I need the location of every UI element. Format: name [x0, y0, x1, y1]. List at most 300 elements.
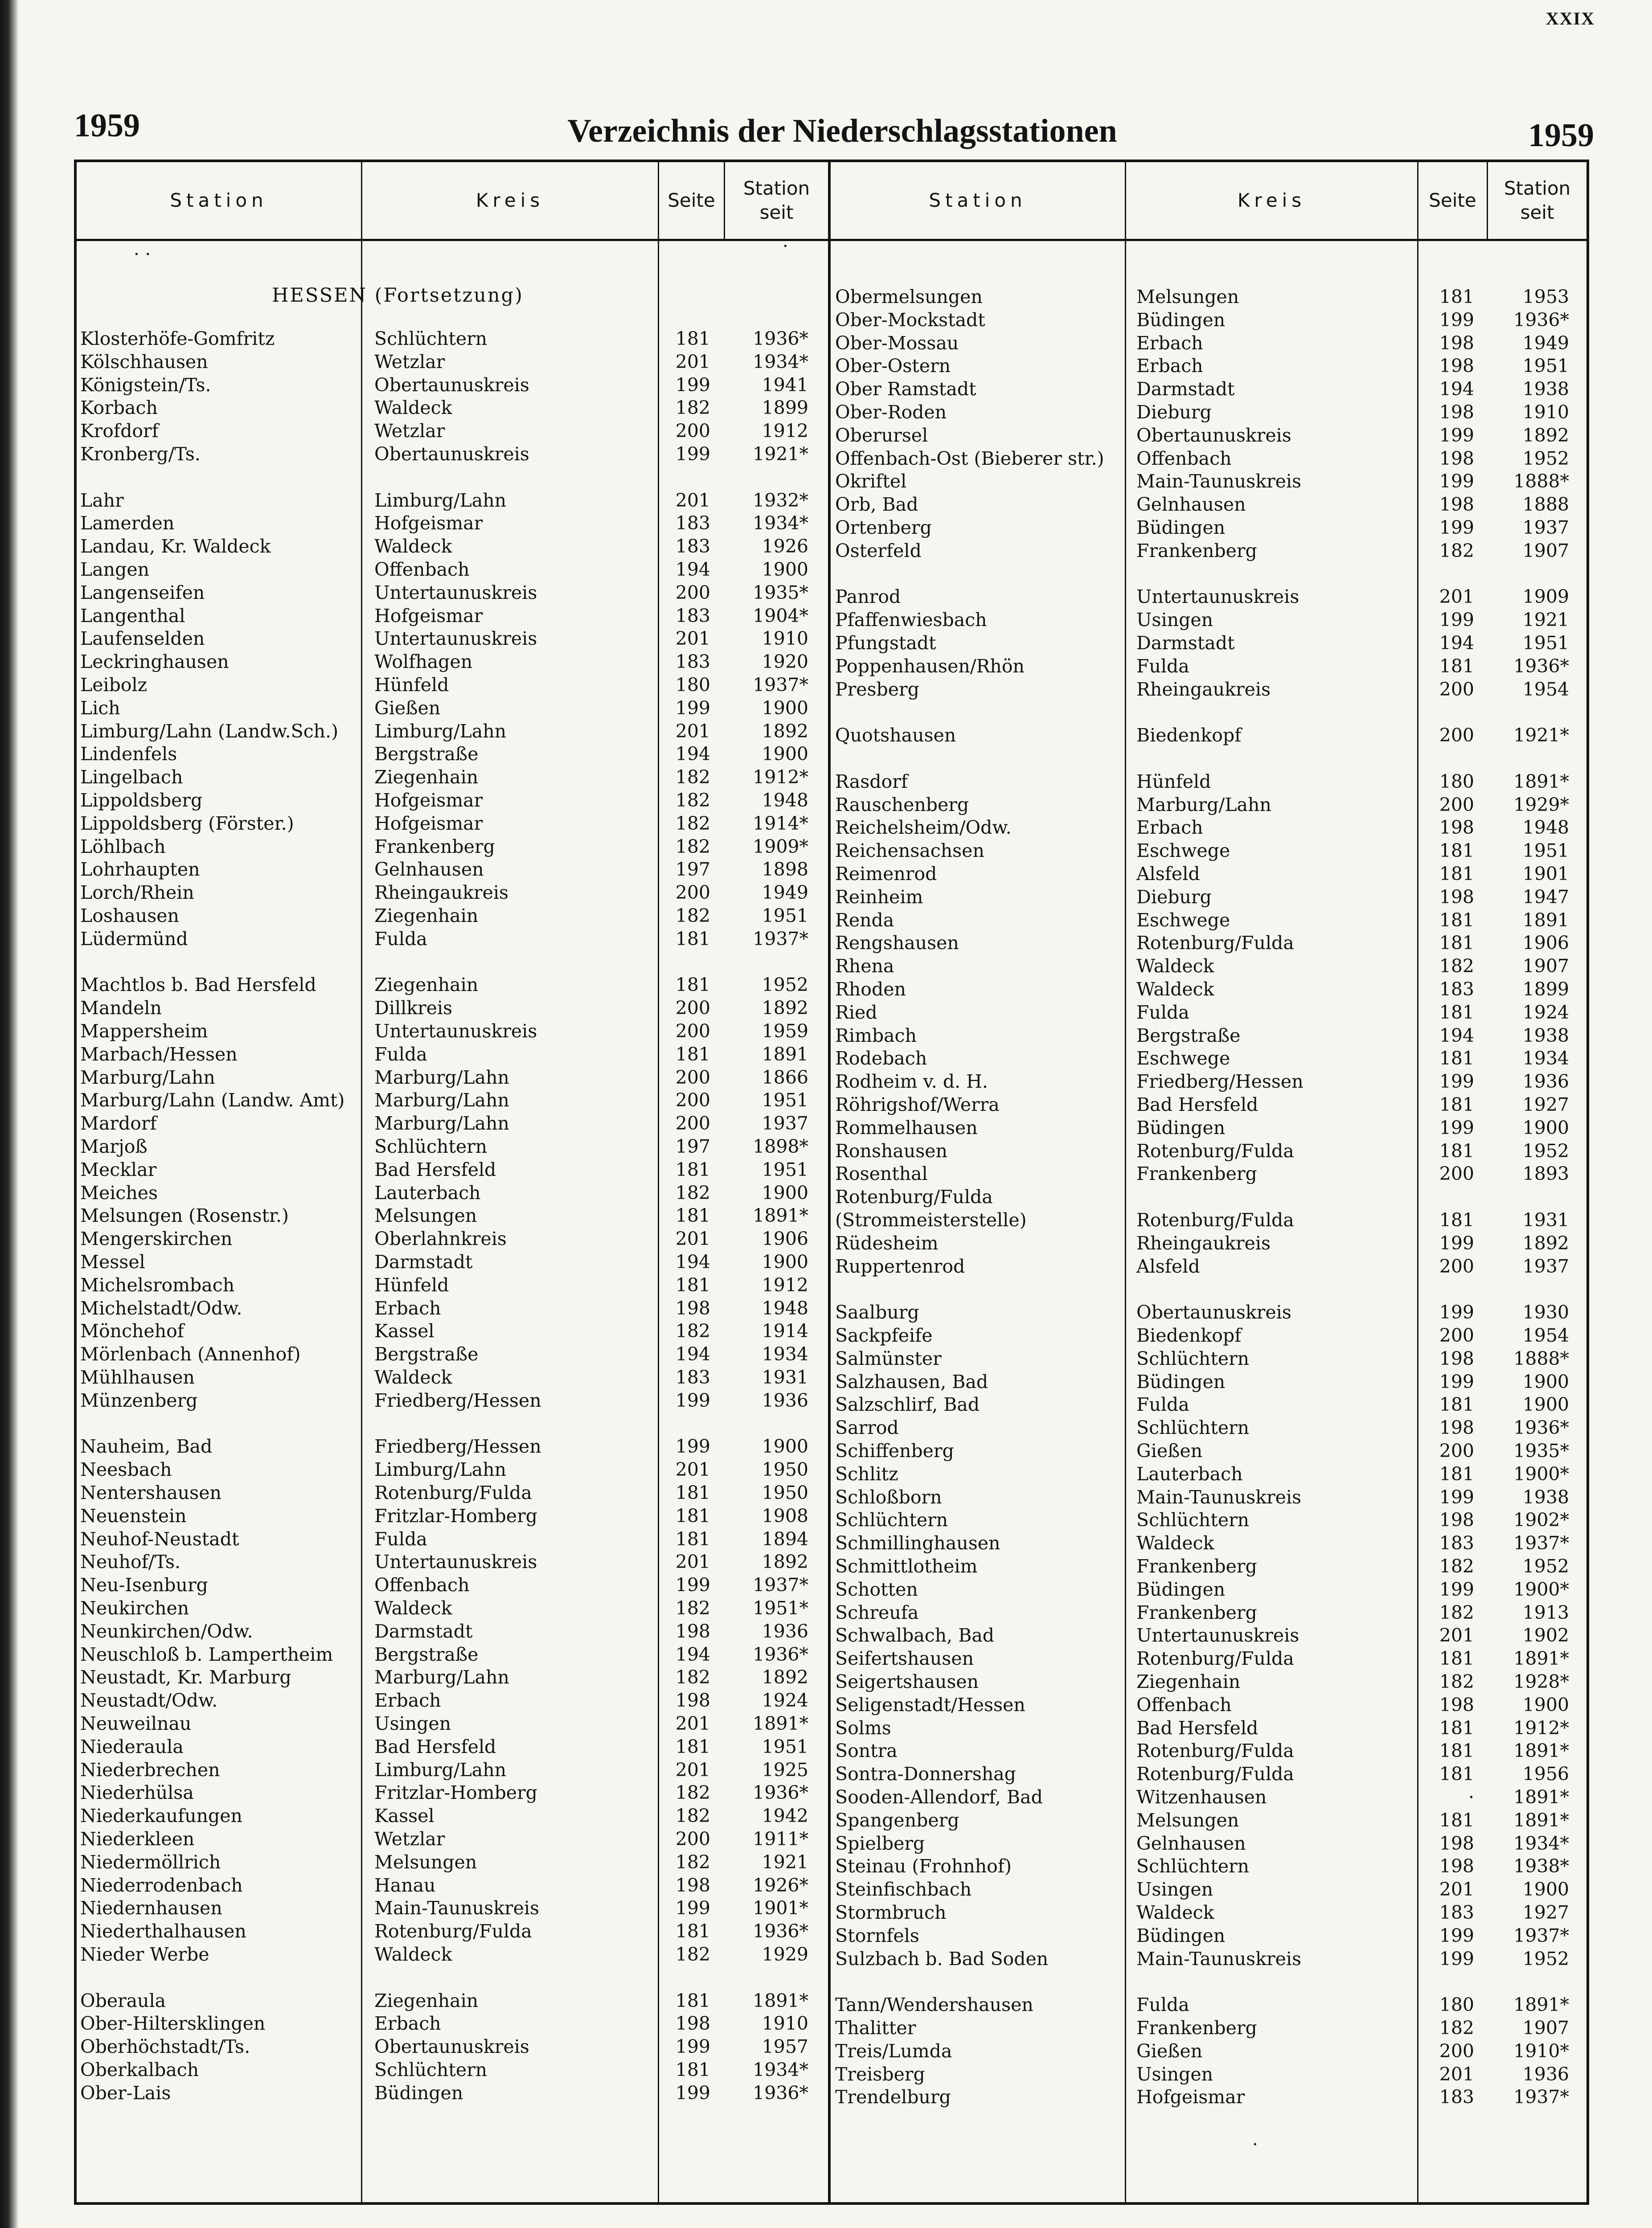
row-kreis: Fulda: [1136, 655, 1189, 677]
row-kreis: Melsungen: [374, 1851, 477, 1873]
row-seit: 1911*: [753, 1828, 808, 1850]
row-seit: 1932*: [753, 489, 808, 511]
row-kreis: Rotenburg/Fulda: [1136, 1740, 1294, 1762]
row-seite: 182: [675, 1182, 710, 1204]
row-seit: 1950: [762, 1459, 808, 1481]
row-seite: 180: [1439, 770, 1474, 792]
row-seit: 1909: [1522, 586, 1569, 608]
row-kreis: Gelnhausen: [374, 859, 484, 881]
row-seite: 198: [1439, 886, 1474, 908]
row-seit: 1936: [1522, 2063, 1569, 2085]
row-seit: 1951: [762, 1089, 808, 1111]
row-station: Sarrod: [835, 1417, 899, 1439]
row-seite: 181: [1439, 1394, 1474, 1416]
row-station: Lich: [80, 697, 120, 719]
row-station: Ober Ramstadt: [835, 378, 976, 400]
row-seit: 1892: [762, 720, 808, 742]
row-seite: 198: [1439, 1694, 1474, 1716]
row-seit: 1891*: [753, 1205, 808, 1227]
row-seite: 200: [1439, 1163, 1474, 1185]
row-kreis: Kassel: [374, 1320, 435, 1342]
row-seite: 200: [1439, 725, 1474, 746]
row-kreis: Büdingen: [1136, 1925, 1226, 1946]
row-seite: 199: [1439, 309, 1474, 331]
row-seit: 1891*: [753, 1713, 808, 1734]
row-station: Rodheim v. d. H.: [835, 1071, 988, 1093]
row-station: Treis/Lumda: [835, 2040, 952, 2062]
row-station: Melsungen (Rosenstr.): [80, 1205, 289, 1227]
row-seit: 1910: [762, 628, 808, 650]
row-seit: 1951: [1522, 840, 1569, 862]
row-seit: 1936: [1522, 1071, 1569, 1093]
row-kreis: Schlüchtern: [374, 328, 488, 349]
row-station: Ried: [835, 1001, 877, 1023]
row-station: Reimenrod: [835, 863, 937, 885]
row-seit: 1938: [1522, 378, 1569, 400]
row-seit: 1912: [762, 420, 808, 442]
row-station: Ortenberg: [835, 517, 932, 538]
row-seit: 1906: [1522, 932, 1569, 954]
row-kreis: Waldeck: [374, 1597, 452, 1619]
row-seit: 1900: [762, 1436, 808, 1458]
row-kreis: Bad Hersfeld: [374, 1159, 496, 1180]
row-seit: 1948: [762, 790, 808, 811]
row-kreis: Hofgeismar: [1136, 2086, 1245, 2108]
row-seit: 1921*: [1513, 725, 1569, 746]
row-seit: 1899: [1522, 979, 1569, 1000]
row-seit: 1900: [1522, 1394, 1569, 1416]
row-seite: 183: [675, 1367, 710, 1388]
row-seit: 1893: [1522, 1163, 1569, 1185]
row-seit: 1900*: [1513, 1463, 1569, 1485]
row-seite: 199: [1439, 471, 1474, 492]
row-kreis: Usingen: [374, 1713, 451, 1734]
row-seit: 1935*: [753, 582, 808, 603]
row-seit: 1937: [1522, 517, 1569, 538]
row-seit: 1934: [762, 1343, 808, 1365]
row-seite: 181: [1439, 1648, 1474, 1670]
row-station: Marburg/Lahn (Landw. Amt): [80, 1089, 345, 1111]
row-kreis: Bad Hersfeld: [1136, 1094, 1258, 1115]
row-seite: 199: [1439, 609, 1474, 631]
row-seit: 1929: [762, 1944, 808, 1965]
row-seite: 181: [675, 1159, 710, 1180]
row-kreis: Main-Taunuskreis: [1136, 471, 1302, 492]
row-station: Presberg: [835, 678, 919, 700]
row-kreis: Fulda: [374, 1043, 427, 1065]
row-kreis: Fulda: [374, 1528, 427, 1550]
row-station: Niederthalhausen: [80, 1921, 246, 1942]
row-station: Niedermöllrich: [80, 1851, 221, 1873]
row-seit: 1952: [762, 974, 808, 996]
row-seit: 1899: [762, 397, 808, 419]
row-kreis: Büdingen: [1136, 309, 1226, 331]
row-seite: 199: [675, 1436, 710, 1458]
row-kreis: Offenbach: [374, 559, 470, 580]
row-seit: 1912*: [1513, 1717, 1569, 1739]
row-seit: 1937: [1522, 1255, 1569, 1277]
row-kreis: Darmstadt: [374, 1620, 473, 1642]
row-seite: 199: [1439, 1948, 1474, 1970]
row-station: Oberhöchstadt/Ts.: [80, 2036, 250, 2058]
row-station: Niedernhausen: [80, 1897, 222, 1919]
row-kreis: Hofgeismar: [374, 812, 483, 834]
row-station: Rimbach: [835, 1024, 917, 1046]
row-station: Marjoß: [80, 1136, 148, 1157]
row-station: Offenbach-Ost (Bieberer str.): [835, 447, 1104, 469]
row-seite: 200: [675, 1066, 710, 1088]
row-station: Nentershausen: [80, 1482, 221, 1503]
row-seite: 198: [1439, 1855, 1474, 1877]
row-seite: 183: [675, 536, 710, 557]
row-seit: 1936*: [1513, 309, 1569, 331]
row-kreis: Offenbach: [1136, 1694, 1232, 1716]
row-seite: 182: [1439, 955, 1474, 977]
row-kreis: Limburg/Lahn: [374, 1459, 507, 1481]
row-station: Mappersheim: [80, 1020, 208, 1042]
row-seit: 1931: [1522, 1209, 1569, 1231]
row-seite: 183: [1439, 1532, 1474, 1554]
row-station: Leckringhausen: [80, 651, 229, 673]
row-seit: 1949: [1522, 332, 1569, 354]
row-kreis: Untertaunuskreis: [374, 1020, 537, 1042]
row-seit: 1951: [762, 1736, 808, 1757]
scan-speck: ·: [783, 236, 788, 257]
row-kreis: Rheingaukreis: [1136, 1232, 1271, 1254]
row-seit: 1891*: [1513, 1740, 1569, 1762]
row-station: Limburg/Lahn (Landw.Sch.): [80, 720, 339, 742]
row-station: Lohrhaupten: [80, 859, 200, 881]
row-kreis: Marburg/Lahn: [374, 1667, 509, 1688]
row-seite: 181: [1439, 1209, 1474, 1231]
row-seit: 1900: [1522, 1117, 1569, 1139]
row-seite: 194: [675, 1343, 710, 1365]
row-seite: 183: [1439, 2086, 1474, 2108]
scan-speck: · ·: [134, 244, 151, 265]
row-seit: 1910: [1522, 401, 1569, 423]
row-seit: 1907: [1522, 955, 1569, 977]
row-seit: 1934*: [753, 2059, 808, 2081]
row-seite: ·: [1468, 1786, 1474, 1808]
row-station: Schotten: [835, 1578, 918, 1600]
row-seite: 194: [1439, 378, 1474, 400]
row-seit: 1929*: [1513, 794, 1569, 815]
col-header-seit-left: [725, 163, 828, 238]
row-seit: 1900: [1522, 1879, 1569, 1900]
row-seit: 1901: [1522, 863, 1569, 885]
row-seit: 1934: [1522, 1048, 1569, 1069]
row-seite: 182: [675, 836, 710, 857]
row-station: Lüdermünd: [80, 928, 188, 950]
row-kreis: Offenbach: [374, 1574, 470, 1596]
row-seit: 1938: [1522, 1024, 1569, 1046]
row-seite: 181: [675, 328, 710, 349]
col-header-station-right: Station: [929, 189, 1027, 211]
row-station: Ronshausen: [835, 1140, 947, 1162]
row-seite: 201: [675, 720, 710, 742]
row-seit: 1938: [1522, 1486, 1569, 1508]
row-seite: 199: [1439, 1486, 1474, 1508]
col-header-kreis-left: Kreis: [476, 189, 545, 211]
row-seite: 200: [675, 1113, 710, 1134]
row-seit: 1892: [1522, 1232, 1569, 1254]
row-kreis: Erbach: [1136, 817, 1203, 839]
row-kreis: Dillkreis: [374, 997, 453, 1019]
row-seit: 1951: [1522, 632, 1569, 654]
row-seit: 1900: [762, 1182, 808, 1204]
row-kreis: Marburg/Lahn: [374, 1066, 509, 1088]
row-seite: 198: [675, 1620, 710, 1642]
col-header-seit-line2: seit: [759, 201, 794, 223]
row-station: Obermelsungen: [835, 286, 983, 307]
row-station: Schlitz: [835, 1463, 898, 1485]
row-station: Meiches: [80, 1182, 158, 1204]
col-header-seite-right: Seite: [1429, 189, 1476, 211]
row-seit: 1934*: [1513, 1832, 1569, 1854]
row-seite: 200: [675, 1828, 710, 1850]
row-station: Reinheim: [835, 886, 923, 908]
row-seit: 1949: [762, 882, 808, 904]
row-seite: 198: [675, 1297, 710, 1319]
row-seite: 200: [1439, 1325, 1474, 1346]
row-seit: 1902*: [1513, 1509, 1569, 1531]
row-station: Kölschhausen: [80, 351, 208, 373]
row-kreis: Bergstraße: [374, 743, 479, 765]
row-kreis: Rotenburg/Fulda: [374, 1921, 532, 1942]
row-seit: 1907: [1522, 540, 1569, 561]
row-station: Niederbrechen: [80, 1759, 220, 1781]
row-station: Schloßborn: [835, 1486, 942, 1508]
row-seite: 181: [1439, 863, 1474, 885]
row-station: Ober-Mockstadt: [835, 309, 985, 331]
row-kreis: Frankenberg: [1136, 1556, 1257, 1577]
row-seite: 199: [1439, 1232, 1474, 1254]
col-header-seit-line1: Station: [743, 177, 810, 199]
row-kreis: Main-Taunuskreis: [1136, 1948, 1302, 1970]
row-station: Rauschenberg: [835, 794, 969, 815]
row-kreis: Marburg/Lahn: [374, 1089, 509, 1111]
row-kreis: Marburg/Lahn: [374, 1113, 509, 1134]
row-seite: 181: [675, 2059, 710, 2081]
row-kreis: Waldeck: [1136, 955, 1214, 977]
row-station: Neunkirchen/Odw.: [80, 1620, 253, 1642]
row-seit: 1907: [1522, 2017, 1569, 2039]
row-seite: 198: [1439, 355, 1474, 377]
row-kreis: Büdingen: [1136, 517, 1226, 538]
row-seit: 1934*: [753, 351, 808, 373]
row-station: Reichensachsen: [835, 840, 984, 862]
row-seite: 181: [675, 1990, 710, 2011]
row-seite: 201: [1439, 586, 1474, 608]
row-station: Laufenselden: [80, 628, 205, 650]
row-seit: 1900: [1522, 1694, 1569, 1716]
row-seite: 183: [675, 605, 710, 627]
row-kreis: Schlüchtern: [1136, 1855, 1250, 1877]
row-seit: 1954: [1522, 678, 1569, 700]
row-station: Landau, Kr. Waldeck: [80, 536, 271, 557]
row-seite: 201: [675, 1551, 710, 1573]
row-kreis: Bad Hersfeld: [1136, 1717, 1258, 1739]
row-station: Rotenburg/Fulda: [835, 1186, 993, 1208]
row-station: (Strommeisterstelle): [835, 1209, 1027, 1231]
row-seite: 194: [1439, 1024, 1474, 1046]
row-station: Sulzbach b. Bad Soden: [835, 1948, 1049, 1970]
row-kreis: Obertaunuskreis: [1136, 424, 1291, 446]
row-kreis: Erbach: [374, 1297, 441, 1319]
row-kreis: Hofgeismar: [374, 512, 483, 534]
row-seit: 1937*: [753, 1574, 808, 1596]
row-kreis: Bergstraße: [374, 1343, 479, 1365]
row-kreis: Waldeck: [374, 536, 452, 557]
row-seite: 182: [675, 905, 710, 926]
row-kreis: Frankenberg: [1136, 1163, 1257, 1185]
row-station: Lippoldsberg (Förster.): [80, 812, 294, 834]
row-seite: 181: [1439, 1140, 1474, 1162]
row-kreis: Untertaunuskreis: [374, 582, 537, 603]
row-kreis: Limburg/Lahn: [374, 720, 507, 742]
row-kreis: Rotenburg/Fulda: [1136, 1209, 1294, 1231]
row-seite: 182: [675, 1597, 710, 1619]
row-seit: 1902: [1522, 1625, 1569, 1646]
row-station: Lamerden: [80, 512, 175, 534]
row-seite: 200: [675, 582, 710, 603]
row-station: Lindenfels: [80, 743, 177, 765]
row-kreis: Ziegenhain: [374, 766, 479, 788]
row-station: Rodebach: [835, 1048, 927, 1069]
row-seit: 1891*: [753, 1990, 808, 2011]
row-seit: 1951*: [753, 1597, 808, 1619]
row-station: Seifertshausen: [835, 1648, 974, 1670]
row-seit: 1912*: [753, 766, 808, 788]
row-seit: 1920: [762, 651, 808, 673]
row-seit: 1952: [1522, 1556, 1569, 1577]
row-seite: 199: [675, 374, 710, 396]
row-station: Seligenstadt/Hessen: [835, 1694, 1025, 1716]
row-seit: 1936*: [753, 1643, 808, 1665]
row-station: Neesbach: [80, 1459, 172, 1481]
row-station: Oberkalbach: [80, 2059, 199, 2081]
row-seite: 180: [675, 674, 710, 696]
row-station: Thalitter: [835, 2017, 916, 2039]
row-kreis: Friedberg/Hessen: [374, 1436, 541, 1458]
row-kreis: Darmstadt: [374, 1251, 473, 1273]
row-seit: 1957: [762, 2036, 808, 2058]
row-station: Steinau (Frohnhof): [835, 1855, 1012, 1877]
row-station: Messel: [80, 1251, 145, 1273]
row-kreis: Eschwege: [1136, 909, 1230, 931]
row-seite: 200: [1439, 794, 1474, 815]
row-kreis: Ziegenhain: [374, 974, 479, 996]
row-station: Sackpfeife: [835, 1325, 933, 1346]
row-station: Rhena: [835, 955, 894, 977]
row-kreis: Usingen: [1136, 609, 1213, 631]
row-seit: 1936*: [1513, 655, 1569, 677]
row-station: Ober-Lais: [80, 2082, 171, 2104]
row-seit: 1948: [1522, 817, 1569, 839]
row-seite: 199: [1439, 1302, 1474, 1323]
row-seit: 1926: [762, 536, 808, 557]
row-seit: 1892: [1522, 424, 1569, 446]
row-kreis: Fulda: [1136, 1394, 1189, 1416]
row-station: Ober-Roden: [835, 401, 947, 423]
row-kreis: Lauterbach: [374, 1182, 481, 1204]
row-seit: 1937: [762, 1113, 808, 1134]
row-seit: 1898*: [753, 1136, 808, 1157]
row-seite: 181: [1439, 1809, 1474, 1831]
row-station: Niederhülsa: [80, 1782, 194, 1804]
row-seite: 199: [1439, 1578, 1474, 1600]
row-seit: 1891*: [1513, 1648, 1569, 1670]
row-station: Neuweilnau: [80, 1713, 192, 1734]
row-kreis: Main-Taunuskreis: [374, 1897, 540, 1919]
row-station: Panrod: [835, 586, 901, 608]
row-station: Spielberg: [835, 1832, 925, 1854]
row-kreis: Hünfeld: [1136, 770, 1211, 792]
row-kreis: Obertaunuskreis: [374, 2036, 529, 2058]
row-station: Poppenhausen/Rhön: [835, 655, 1025, 677]
row-kreis: Usingen: [1136, 1879, 1213, 1900]
col-header-station-left: Station: [170, 189, 268, 211]
row-seit: 1941: [762, 374, 808, 396]
row-seit: 1936*: [1513, 1417, 1569, 1439]
row-kreis: Darmstadt: [1136, 378, 1235, 400]
row-seit: 1906: [762, 1228, 808, 1250]
row-kreis: Melsungen: [1136, 286, 1239, 307]
row-seite: 201: [675, 1228, 710, 1250]
row-seite: 183: [1439, 1902, 1474, 1923]
row-kreis: Waldeck: [1136, 1532, 1214, 1554]
row-station: Langenseifen: [80, 582, 205, 603]
row-seite: 181: [1439, 286, 1474, 307]
row-seite: 200: [675, 420, 710, 442]
row-seite: 183: [675, 512, 710, 534]
row-seite: 198: [1439, 494, 1474, 516]
row-kreis: Gießen: [374, 697, 441, 719]
row-kreis: Fulda: [1136, 1994, 1189, 2016]
row-kreis: Eschwege: [1136, 840, 1230, 862]
row-seit: 1914*: [753, 812, 808, 834]
row-station: Loshausen: [80, 905, 179, 926]
row-seite: 181: [675, 1505, 710, 1527]
row-seite: 181: [675, 1043, 710, 1065]
row-station: Nieder Werbe: [80, 1944, 209, 1965]
row-station: Steinfischbach: [835, 1879, 972, 1900]
row-seite: 181: [1439, 909, 1474, 931]
row-kreis: Limburg/Lahn: [374, 1759, 507, 1781]
row-seit: 1927: [1522, 1902, 1569, 1923]
row-kreis: Erbach: [1136, 332, 1203, 354]
row-station: Solms: [835, 1717, 891, 1739]
row-seit: 1892: [762, 1551, 808, 1573]
row-station: Neuenstein: [80, 1505, 187, 1527]
row-kreis: Bergstraße: [374, 1643, 479, 1665]
row-seite: 201: [675, 1459, 710, 1481]
row-seit: 1936*: [753, 1782, 808, 1804]
row-seite: 199: [1439, 517, 1474, 538]
row-seit: 1952: [1522, 1948, 1569, 1970]
row-seite: 181: [675, 1921, 710, 1942]
scan-edge: [0, 0, 19, 2228]
row-seit: 1921*: [753, 443, 808, 465]
col-header-seite-left: Seite: [668, 189, 715, 211]
row-seite: 181: [675, 1274, 710, 1296]
row-station: Rasdorf: [835, 770, 908, 792]
row-seit: 1891: [762, 1043, 808, 1065]
row-station: Mandeln: [80, 997, 162, 1019]
row-kreis: Biedenkopf: [1136, 1325, 1242, 1346]
row-seite: 199: [675, 2036, 710, 2058]
row-station: Ober-Hiltersklingen: [80, 2013, 266, 2035]
